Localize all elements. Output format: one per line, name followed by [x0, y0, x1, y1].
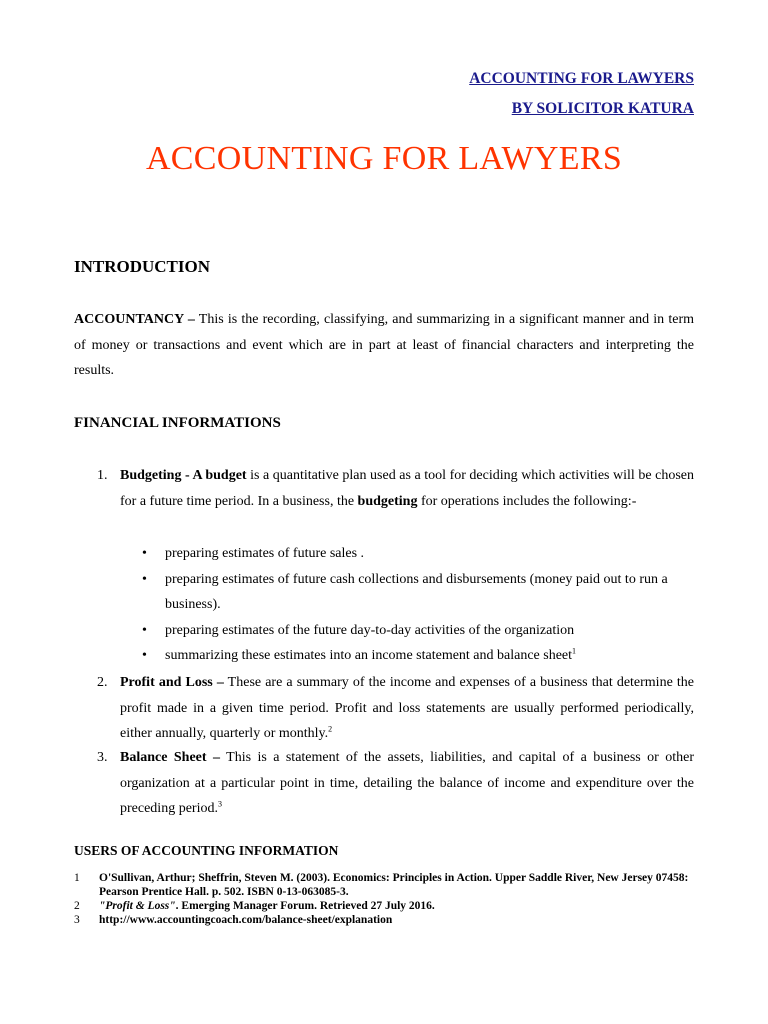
profit-loss-term: Profit and Loss – — [120, 675, 224, 690]
list-item-text — [120, 463, 694, 514]
footnote-ref: 1 — [572, 646, 577, 656]
bullet-icon: • — [142, 571, 147, 587]
financial-informations-heading: FINANCIAL INFORMATIONS — [74, 415, 281, 431]
header-line-1: ACCOUNTING FOR LAWYERS — [469, 70, 694, 87]
footnote-ref: 3 — [217, 799, 222, 809]
footnote-2 — [74, 899, 694, 913]
accountancy-text: This is the recording, classifying, and summarizing in a significant manner and in term of money or transactions and event which are in part at least of financial characters and interpreting the results. — [74, 312, 694, 378]
footnote-ref: 2 — [328, 724, 333, 734]
budgeting-term: Budgeting - A budget — [120, 468, 247, 483]
bullet-text: preparing estimates of future cash collections and disbursements (money paid out to run a business). — [165, 571, 668, 612]
list-item-text — [120, 670, 694, 747]
profit-loss-text: These are a summary of the income and expenses of a business that determine the profit made in a given time period. Profit and loss statements are usually performed periodically, either annually, quarterly or monthly. — [120, 675, 694, 741]
introduction-heading: INTRODUCTION — [74, 257, 211, 276]
list-item-profit-and-loss — [74, 670, 694, 747]
footnote-text: . Emerging Manager Forum. Retrieved 27 July 2016. — [175, 900, 435, 912]
bullet-icon: • — [142, 648, 147, 663]
document-title: ACCOUNTING FOR LAWYERS — [145, 140, 623, 177]
bullet-text: preparing estimates of future sales . — [165, 546, 365, 561]
list-number: 1. — [97, 468, 108, 483]
accountancy-paragraph — [74, 307, 694, 384]
list-item-balance-sheet — [74, 745, 694, 822]
footnote-text: O'Sullivan, Arthur; Sheffrin, Steven M. (2003). Economics: Principles in Action. Upper Saddle River, New Jersey 07458: Pearson Prentice Hall. p. 502. ISBN 0-13-063085-3. — [99, 872, 689, 898]
footnote-1 — [74, 871, 694, 899]
footnote-italic-text: "Profit & Loss" — [99, 900, 176, 912]
balance-sheet-term: Balance Sheet – — [120, 750, 220, 765]
budgeting-bold: budgeting — [357, 493, 418, 509]
footnotes — [74, 871, 694, 927]
list-item-budgeting — [74, 463, 694, 514]
footnote-number: 2 — [74, 900, 80, 912]
bullet-icon: • — [142, 546, 147, 561]
bullet-text: summarizing these estimates into an income statement and balance sheet — [165, 648, 573, 663]
footnote-3[interactable] — [74, 913, 694, 927]
list-item — [74, 618, 694, 644]
balance-sheet-text: This is a statement of the assets, liabilities, and capital of a business or other organization at a particular point in time, detailing the balance of income and expenditure over the preceding period. — [120, 750, 694, 816]
header-line-2: BY SOLICITOR KATURA — [511, 100, 694, 117]
accountancy-term: ACCOUNTANCY – — [74, 312, 195, 327]
footnote-number: 3 — [74, 914, 80, 926]
users-heading: USERS OF ACCOUNTING INFORMATION — [74, 843, 339, 858]
list-item — [74, 541, 694, 567]
budgeting-bullet-list — [74, 541, 694, 669]
list-item — [74, 643, 694, 669]
bullet-text: preparing estimates of the future day-to-day activities of the organization — [165, 622, 575, 638]
budgeting-text-a: is a quantitative plan used as a tool for deciding which activities will be chosen for a future time period. In a business, the — [120, 468, 694, 509]
budgeting-text-c: for operations includes the following:- — [417, 493, 637, 509]
list-item — [74, 567, 694, 618]
footnote-link[interactable]: http://www.accountingcoach.com/balance-sheet/explanation — [99, 914, 393, 926]
bullet-icon: • — [142, 622, 147, 638]
list-item-text — [120, 745, 694, 822]
list-number: 2. — [97, 675, 108, 690]
list-number: 3. — [97, 750, 108, 765]
footnote-number: 1 — [74, 872, 80, 884]
